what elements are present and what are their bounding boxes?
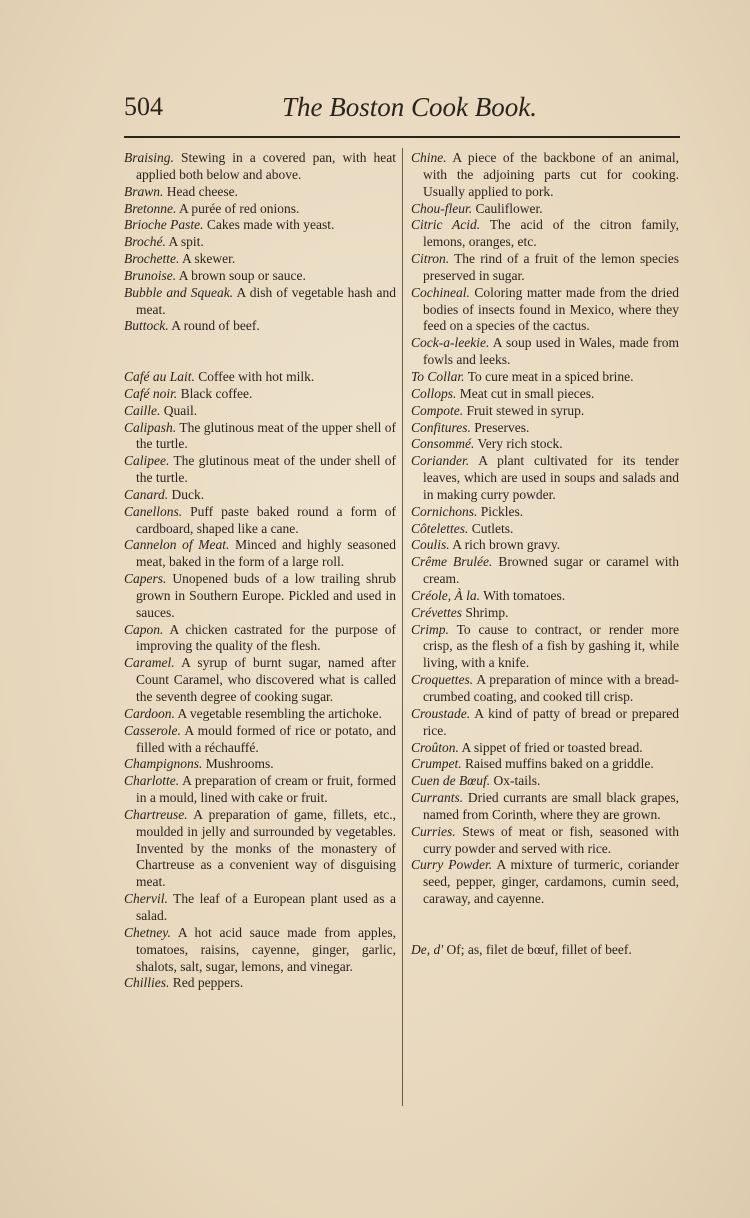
glossary-entry [124,403,396,420]
glossary-entry [124,318,396,335]
glossary-term: Cuen de Bœuf. [411,773,491,789]
glossary-entry [411,740,679,757]
glossary-entry [411,420,679,437]
glossary-term: Bretonne. [124,200,177,216]
glossary-entry [124,234,396,251]
glossary-term: Casserole. [124,722,181,738]
glossary-entry [124,453,396,487]
glossary-term: Chervil. [124,891,168,907]
glossary-term: Brioche Paste. [124,217,204,233]
glossary-entry [124,217,396,234]
glossary-definition: Shrimp. [465,604,509,620]
glossary-definition: Meat cut in small pieces. [459,385,595,401]
glossary-entry [124,150,396,184]
glossary-term: Chartreuse. [124,806,188,822]
glossary-entry [124,975,396,992]
glossary-definition: The leaf of a European plant used as a salad. [136,891,396,923]
glossary-entry [411,622,679,673]
glossary-definition: Head cheese. [166,183,238,199]
glossary-definition: Minced and highly seasoned meat, baked in the form of a large roll. [136,537,396,570]
glossary-entry [124,756,396,773]
glossary-entry [411,857,679,908]
glossary-definition: A dish of vegetable hash and meat. [136,284,396,317]
glossary-entry [411,386,679,403]
glossary-entry [124,268,396,285]
glossary-term: Champignons. [124,756,203,772]
glossary-definition: The glutinous meat of the under shell of the turtle. [136,453,396,486]
glossary-term: Coulis. [411,537,450,553]
glossary-term: Cardoon. [124,705,175,721]
glossary-entry [411,453,679,504]
glossary-term: Capon. [124,621,164,637]
glossary-term: Chine. [411,150,447,165]
glossary-entry [124,807,396,891]
glossary-entry [411,756,679,773]
glossary-entry [411,521,679,538]
glossary-term: Citric Acid. [411,217,481,233]
glossary-entry [124,571,396,622]
glossary-definition: A preparation of cream or fruit, formed in a mould, lined with cake or fruit. [136,773,396,806]
glossary-entry [411,436,679,453]
glossary-entry [411,537,679,554]
glossary-term: Calipee. [124,453,170,469]
glossary-definition: To cure meat in a spiced brine. [467,368,634,384]
glossary-term: Croquettes. [411,672,474,688]
glossary-term: Curry Powder. [411,857,493,873]
glossary-definition: A skewer. [182,251,236,267]
glossary-term: Cock-a-leekie. [411,335,490,351]
glossary-definition: A soup used in Wales, made from fowls and leeks. [423,335,680,368]
glossary-term: Canellons. [124,503,183,519]
glossary-definition: Mushrooms. [205,756,274,772]
glossary-definition: The rind of a fruit of the lemon species preserved in sugar. [423,251,679,283]
glossary-term: Café au Lait. [124,368,195,384]
glossary-term: Broché. [124,234,166,250]
glossary-definition: The glutinous meat of the upper shell of the turtle. [136,419,396,452]
glossary-definition: A preparation of mince with a bread-crumbed coating, and cooked till crisp. [423,672,680,704]
glossary-term: Calipash. [124,419,177,435]
glossary-definition: With tomatoes. [483,587,566,603]
glossary-definition: Cauliflower. [475,200,543,216]
glossary-term: Capers. [124,571,167,587]
glossary-term: Chetney. [124,924,171,940]
glossary-entry [411,790,679,824]
glossary-definition: Duck. [171,486,205,502]
glossary-entry [124,537,396,571]
glossary-term: Côtelettes. [411,520,469,536]
left-column [124,150,396,992]
right-column [411,150,679,959]
glossary-term: Collops. [411,385,457,401]
page-header [124,92,680,132]
glossary-entry [411,403,679,420]
glossary-entry [124,706,396,723]
glossary-term: Brunoise. [124,267,177,283]
glossary-definition: Coffee with hot milk. [198,368,315,384]
glossary-definition: A mould formed of rice or potato, and filled with a réchauffé. [136,722,396,755]
column-divider [402,148,403,1106]
glossary-entry [411,588,679,605]
glossary-definition: A mixture of turmeric, coriander seed, pepper, ginger, cardamons, cumin seed, caraway, and cayenne. [423,857,679,907]
glossary-entry [124,184,396,201]
glossary-entry [411,217,679,251]
glossary-term: Crumpet. [411,756,462,772]
glossary-term: Croûton. [411,739,459,755]
glossary-term: Compote. [411,402,464,418]
glossary-definition: A piece of the backbone of an animal, with the adjoining parts cut for cooking. Usually applied to pork. [423,150,679,199]
glossary-entry [411,251,679,285]
section-gap [124,335,396,369]
glossary-definition: Stewing in a covered pan, with heat applied both below and above. [136,150,396,182]
glossary-term: Café noir. [124,385,178,401]
glossary-definition: The acid of the citron family, lemons, oranges, etc. [423,217,679,250]
glossary-entry [124,655,396,706]
glossary-definition: A syrup of burnt sugar, named after Count Caramel, who discovered what is called the seventh degree of cooking sugar. [136,655,396,704]
glossary-definition: Coloring matter made from the dried bodies of insects found in Mexico, where they feed on a species of the cactus. [423,284,680,334]
glossary-entry [411,369,679,386]
glossary-term: Cornichons. [411,503,478,519]
glossary-definition: Cutlets. [471,520,514,536]
glossary-term: Charlotte. [124,773,180,789]
glossary-definition: A sippet of fried or toasted bread. [461,739,643,755]
glossary-entry [124,420,396,454]
glossary-definition: A plant cultivated for its tender leaves, which are used in soups and salads and in making curry powder. [423,453,680,502]
glossary-entry [124,773,396,807]
glossary-term: Braising. [124,150,174,165]
glossary-term: Confitures. [411,419,471,435]
glossary-definition: A rich brown gravy. [452,537,561,553]
glossary-term: Curries. [411,823,456,839]
glossary-entry [411,554,679,588]
glossary-entry [411,706,679,740]
glossary-definition: Puff paste baked round a form of cardboard, shaped like a cane. [136,503,397,536]
page-number: 504 [124,92,163,121]
glossary-entry [411,942,679,959]
glossary-term: Citron. [411,251,450,267]
glossary-term: To Collar. [411,368,465,384]
glossary-term: Currants. [411,790,464,806]
glossary-term: Cannelon of Meat. [124,537,230,553]
glossary-term: Cochineal. [411,284,470,300]
glossary-definition: A kind of patty of bread or prepared rice. [423,705,679,738]
glossary-entry [411,150,679,201]
glossary-entry [124,386,396,403]
glossary-definition: Fruit stewed in syrup. [466,402,585,418]
glossary-term: Brochette. [124,251,180,267]
glossary-definition: A spit. [168,234,204,250]
glossary-definition: Black coffee. [180,385,253,401]
section-gap [411,908,679,942]
glossary-term: Crimp. [411,621,449,637]
glossary-definition: A brown soup or sauce. [178,267,306,283]
glossary-entry [411,773,679,790]
glossary-entry [124,891,396,925]
glossary-definition: Unopened buds of a low trailing shrub grown in Southern Europe. Pickled and used in sauces. [136,571,397,620]
glossary-entry [124,504,396,538]
glossary-definition: Preserves. [474,419,530,435]
glossary-definition: Stews of meat or fish, seasoned with curry powder and served with rice. [423,823,679,856]
glossary-entry [411,824,679,858]
glossary-term: Buttock. [124,318,169,334]
glossary-term: Crévettes [411,604,462,620]
glossary-entry [411,605,679,622]
glossary-definition: Raised muffins baked on a griddle. [465,756,654,772]
glossary-definition: Quail. [163,402,198,418]
glossary-term: Caramel. [124,655,175,671]
glossary-term: Croustade. [411,705,471,721]
header-rule [124,136,680,138]
glossary-term: Caille. [124,402,161,418]
glossary-definition: Very rich stock. [477,436,563,452]
glossary-definition: A round of beef. [171,318,260,334]
glossary-entry [124,487,396,504]
glossary-definition: Red peppers. [172,975,244,991]
glossary-term: Créole, À la. [411,587,480,603]
glossary-term: Bubble and Squeak. [124,284,234,300]
glossary-definition: Pickles. [480,503,524,519]
glossary-entry [411,504,679,521]
glossary-definition: Browned sugar or caramel with cream. [423,554,679,587]
glossary-term: Crême Brulée. [411,554,493,570]
glossary-definition: Ox-tails. [493,773,541,789]
glossary-definition: A preparation of game, fillets, etc., moulded in jelly and surrounded by vegetables. Invented by the monks of the monastery of Chartreuse as a convenient way of disguising meat. [136,806,396,890]
glossary-entry [124,251,396,268]
glossary-term: De, d' [411,941,444,957]
glossary-definition: Of; as, filet de bœuf, fillet of beef. [446,941,632,957]
glossary-entry [411,335,679,369]
glossary-term: Chou-fleur. [411,200,473,216]
running-title: The Boston Cook Book. [282,92,537,122]
glossary-entry [124,925,396,976]
glossary-entry [124,369,396,386]
glossary-entry [124,723,396,757]
glossary-definition: A chicken castrated for the purpose of improving the quality of the flesh. [136,621,396,654]
glossary-definition: Cakes made with yeast. [206,217,335,233]
glossary-term: Consommé. [411,436,475,452]
glossary-entry [411,201,679,218]
glossary-definition: A hot acid sauce made from apples, tomatoes, raisins, cayenne, ginger, garlic, shalots, salt, sugar, lemons, and vinegar. [136,924,396,974]
glossary-entry [411,285,679,336]
glossary-definition: A vegetable resembling the artichoke. [177,705,382,721]
glossary-term: Chillies. [124,975,170,991]
glossary-term: Canard. [124,486,169,502]
glossary-definition: Dried currants are small black grapes, named from Corinth, where they are grown. [423,790,680,822]
glossary-term: Brawn. [124,183,164,199]
glossary-definition: To cause to contract, or render more crisp, as the flesh of a fish by gashing it, while living, with a knife. [423,621,679,671]
glossary-entry [124,285,396,319]
glossary-definition: A purée of red onions. [179,200,300,216]
glossary-entry [411,672,679,706]
glossary-entry [124,622,396,656]
glossary-entry [124,201,396,218]
glossary-term: Coriander. [411,453,470,469]
